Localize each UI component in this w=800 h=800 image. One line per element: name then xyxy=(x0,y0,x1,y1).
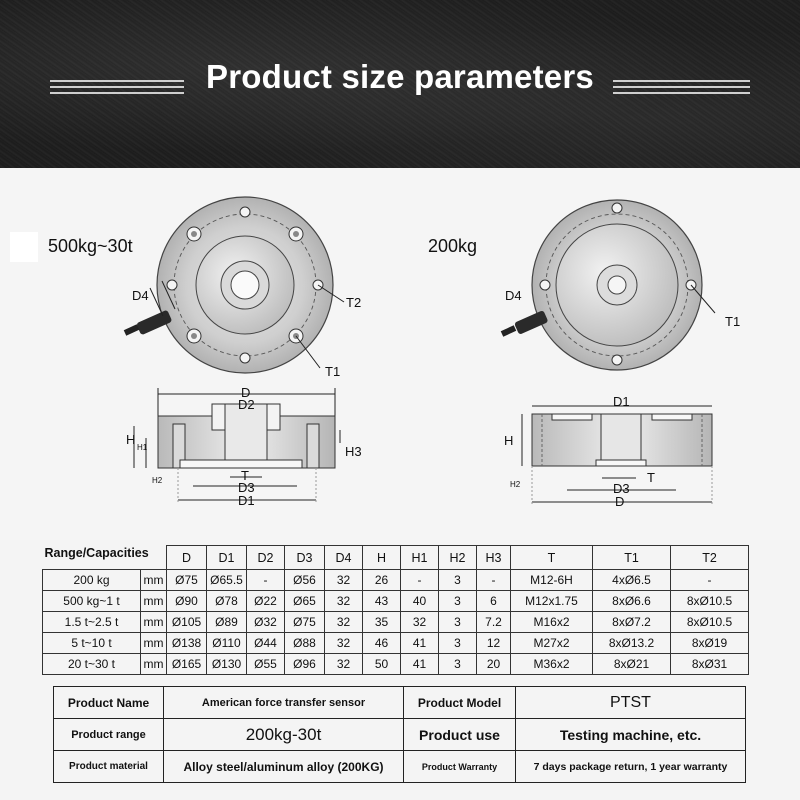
left-t-label: T xyxy=(241,468,249,483)
right-d4-label: D4 xyxy=(505,288,522,303)
table-row xyxy=(43,654,749,675)
unit-cell: mm xyxy=(141,654,167,675)
value-cell: M12x1.75 xyxy=(511,591,593,612)
unit-cell: mm xyxy=(141,591,167,612)
value-cell: 3 xyxy=(439,654,477,675)
value-cell: - xyxy=(477,570,511,591)
value-cell: 40 xyxy=(401,591,439,612)
col-header: D3 xyxy=(285,546,325,570)
right-h-label: H xyxy=(504,433,514,448)
value-cell: 32 xyxy=(401,612,439,633)
right-d1-label: D1 xyxy=(613,394,630,409)
product-material-value: Alloy steel/aluminum alloy (200KG) xyxy=(164,751,404,783)
product-range-value: 200kg-30t xyxy=(164,719,404,751)
value-cell: Ø56 xyxy=(285,570,325,591)
value-cell: 6 xyxy=(477,591,511,612)
product-use-value: Testing machine, etc. xyxy=(516,719,746,751)
value-cell: - xyxy=(671,570,749,591)
value-cell: 8xØ19 xyxy=(671,633,749,654)
value-cell: 26 xyxy=(363,570,401,591)
value-cell: 32 xyxy=(325,591,363,612)
col-header: H1 xyxy=(401,546,439,570)
value-cell: Ø22 xyxy=(247,591,285,612)
col-header: T2 xyxy=(671,546,749,570)
value-cell: Ø55 xyxy=(247,654,285,675)
table-row xyxy=(43,591,749,612)
value-cell: Ø130 xyxy=(207,654,247,675)
value-cell: 3 xyxy=(439,570,477,591)
product-info-container xyxy=(53,686,746,783)
spec-header-row xyxy=(43,546,749,570)
value-cell: 8xØ7.2 xyxy=(593,612,671,633)
col-header: H3 xyxy=(477,546,511,570)
right-top-view xyxy=(502,200,715,370)
col-header: D4 xyxy=(325,546,363,570)
value-cell: 7.2 xyxy=(477,612,511,633)
product-name-value: American force transfer sensor xyxy=(164,687,404,719)
left-model-label: 500kg~30t xyxy=(48,236,133,256)
product-name-label: Product Name xyxy=(54,687,164,719)
left-d2-label: D2 xyxy=(238,397,255,412)
value-cell: 32 xyxy=(325,612,363,633)
value-cell: 41 xyxy=(401,633,439,654)
range-cell: 1.5 t~2.5 t xyxy=(43,612,141,633)
spec-body xyxy=(43,570,749,675)
value-cell: Ø78 xyxy=(207,591,247,612)
value-cell: 32 xyxy=(325,654,363,675)
right-model-label: 200kg xyxy=(428,236,478,256)
range-cell: 5 t~10 t xyxy=(43,633,141,654)
product-info-table xyxy=(53,686,746,783)
spec-table-container xyxy=(42,545,749,675)
value-cell: - xyxy=(401,570,439,591)
range-header: Range/Capacities xyxy=(43,546,167,570)
value-cell: 3 xyxy=(439,612,477,633)
left-top-view xyxy=(125,197,344,373)
product-model-value: PTST xyxy=(516,687,746,719)
right-d-label: D xyxy=(615,494,625,509)
product-material-label: Product material xyxy=(54,751,164,783)
value-cell: 12 xyxy=(477,633,511,654)
right-t-label: T xyxy=(647,470,655,485)
value-cell: Ø138 xyxy=(167,633,207,654)
value-cell: Ø110 xyxy=(207,633,247,654)
col-header: D2 xyxy=(247,546,285,570)
value-cell: M27x2 xyxy=(511,633,593,654)
value-cell: Ø89 xyxy=(207,612,247,633)
table-row xyxy=(43,612,749,633)
value-cell: Ø96 xyxy=(285,654,325,675)
left-d1-label: D1 xyxy=(238,493,255,508)
drawing-canvas xyxy=(0,168,800,540)
value-cell: 8xØ13.2 xyxy=(593,633,671,654)
info-row xyxy=(54,687,746,719)
value-cell: 32 xyxy=(325,633,363,654)
value-cell: Ø65.5 xyxy=(207,570,247,591)
table-row xyxy=(43,633,749,654)
info-row xyxy=(54,719,746,751)
range-cell: 20 t~30 t xyxy=(43,654,141,675)
value-cell: 32 xyxy=(325,570,363,591)
value-cell: 46 xyxy=(363,633,401,654)
left-t2-label: T2 xyxy=(346,295,362,310)
value-cell: M36x2 xyxy=(511,654,593,675)
value-cell: Ø75 xyxy=(285,612,325,633)
value-cell: Ø44 xyxy=(247,633,285,654)
value-cell: Ø90 xyxy=(167,591,207,612)
value-cell: 8xØ10.5 xyxy=(671,591,749,612)
product-warranty-value: 7 days package return, 1 year warranty xyxy=(516,751,746,783)
col-header: D xyxy=(167,546,207,570)
value-cell: 8xØ6.6 xyxy=(593,591,671,612)
value-cell: 3 xyxy=(439,591,477,612)
value-cell: 43 xyxy=(363,591,401,612)
left-h1-label: H1 xyxy=(137,443,148,452)
left-h3-label: H3 xyxy=(345,444,362,459)
product-model-label: Product Model xyxy=(404,687,516,719)
unit-cell: mm xyxy=(141,612,167,633)
info-row xyxy=(54,751,746,783)
value-cell: 3 xyxy=(439,633,477,654)
value-cell: 35 xyxy=(363,612,401,633)
col-header: T xyxy=(511,546,593,570)
value-cell: Ø32 xyxy=(247,612,285,633)
product-warranty-label: Product Warranty xyxy=(404,751,516,783)
col-header: T1 xyxy=(593,546,671,570)
value-cell: Ø65 xyxy=(285,591,325,612)
left-d4-label: D4 xyxy=(132,288,149,303)
value-cell: 8xØ31 xyxy=(671,654,749,675)
right-t1-label: T1 xyxy=(725,314,741,329)
col-header: H2 xyxy=(439,546,477,570)
value-cell: 8xØ21 xyxy=(593,654,671,675)
col-header: H xyxy=(363,546,401,570)
right-d3-label: D3 xyxy=(613,481,630,496)
unit-cell: mm xyxy=(141,570,167,591)
left-side-view xyxy=(134,388,340,504)
right-h2-label: H2 xyxy=(510,480,521,489)
product-use-label: Product use xyxy=(404,719,516,751)
spec-table xyxy=(42,545,749,675)
header-banner xyxy=(0,0,800,168)
value-cell: Ø105 xyxy=(167,612,207,633)
table-row xyxy=(43,570,749,591)
value-cell: Ø165 xyxy=(167,654,207,675)
unit-cell: mm xyxy=(141,633,167,654)
left-h2-label: H2 xyxy=(152,476,163,485)
value-cell: - xyxy=(247,570,285,591)
page-title: Product size parameters xyxy=(206,58,594,95)
value-cell: Ø88 xyxy=(285,633,325,654)
value-cell: 4xØ6.5 xyxy=(593,570,671,591)
product-range-label: Product range xyxy=(54,719,164,751)
range-cell: 200 kg xyxy=(43,570,141,591)
range-cell: 500 kg~1 t xyxy=(43,591,141,612)
value-cell: Ø75 xyxy=(167,570,207,591)
value-cell: M16x2 xyxy=(511,612,593,633)
decorative-lines-right xyxy=(613,80,750,94)
left-h-label: H xyxy=(126,432,136,447)
dimension-drawings xyxy=(0,168,800,540)
left-t1-label: T1 xyxy=(325,364,341,379)
value-cell: 41 xyxy=(401,654,439,675)
left-d3-label: D3 xyxy=(238,480,255,495)
value-cell: 50 xyxy=(363,654,401,675)
left-d-label: D xyxy=(241,385,251,400)
value-cell: M12-6H xyxy=(511,570,593,591)
value-cell: 20 xyxy=(477,654,511,675)
value-cell: 8xØ10.5 xyxy=(671,612,749,633)
col-header: D1 xyxy=(207,546,247,570)
